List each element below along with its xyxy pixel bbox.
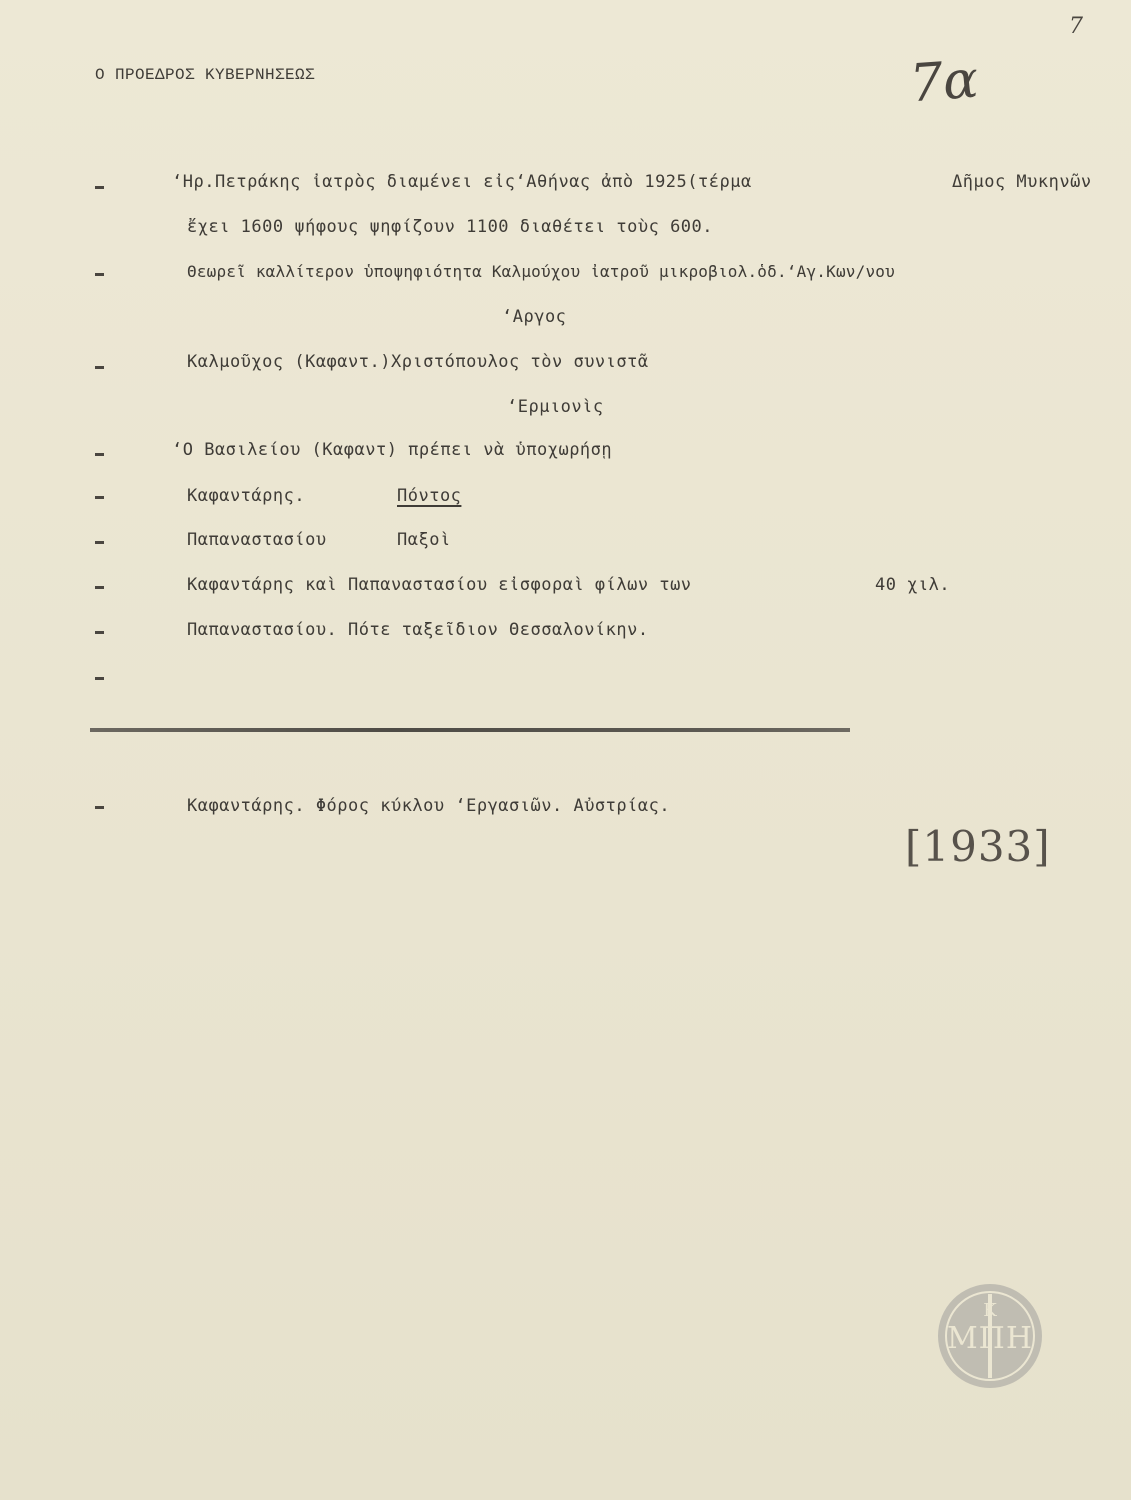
note-line: Καφαντάρης. [187, 486, 306, 506]
bullet-dash [95, 677, 104, 680]
bullet-dash [95, 186, 104, 189]
bullet-dash [95, 586, 104, 589]
note-line: Θεωρεῖ καλλίτερον ὑποψηφιότητα Καλμούχου ἰατροῦ μικροβιολ.ὁδ.‘Αγ.Κων/νου [187, 262, 895, 281]
note-line: Παπαναστασίου. Πότε ταξεῖδιον Θεσσαλονίκην. [187, 620, 649, 640]
letterhead: Ο ΠΡΟΕΔΡΟΣ ΚΥΒΕΡΝΗΣΕΩΣ [95, 66, 316, 84]
bullet-dash [95, 496, 104, 499]
note-line: ‘Ηρ.Πετράκης ἰατρὸς διαμένει εἰς‘Αθήνας ἀπὸ 1925(τέρμα [172, 172, 752, 192]
note-line: Καλμοῦχος (Καφαντ.)Χριστόπουλος τὸν συνιστᾶ [187, 352, 649, 372]
note-line: Δῆμος Μυκηνῶν [952, 172, 1092, 192]
note-line: Καφαντάρης καὶ Παπαναστασίου εἰσφοραὶ φίλων των [187, 575, 692, 595]
bullet-dash [95, 366, 104, 369]
stamp-text: ΜΠΗ [946, 1321, 1034, 1356]
year-annotation: [1933] [905, 822, 1051, 871]
archive-stamp-logo [934, 1280, 1046, 1392]
note-line: ‘Ερμιονὶς [507, 397, 604, 417]
note-line: Παπαναστασίου [187, 530, 327, 550]
note-line: 40 χιλ. [875, 575, 951, 595]
note-line: Παξοὶ [397, 530, 451, 550]
note-line: Καφαντάρης. Φόρος κύκλου ‘Εργασιῶν. Αὐστρίας. [187, 796, 671, 816]
bullet-dash [95, 806, 104, 809]
note-line: ‘Αργος [502, 307, 567, 327]
bullet-dash [95, 273, 104, 276]
page-number: 7 [1069, 14, 1083, 39]
horizontal-rule [90, 728, 850, 732]
note-line: ἔχει 1600 ψήφους ψηφίζουν 1100 διαθέτει τοὺς 600. [187, 217, 714, 237]
folio-number: 7α [907, 49, 981, 115]
note-line: ‘Ο Βασιλείου (Καφαντ) πρέπει νὰ ὑποχωρήσῃ [172, 440, 613, 460]
note-line: Πόντος [397, 486, 462, 506]
stamp-cross-letter: Κ [983, 1300, 997, 1321]
bullet-dash [95, 631, 104, 634]
bullet-dash [95, 541, 104, 544]
bullet-dash [95, 453, 104, 456]
